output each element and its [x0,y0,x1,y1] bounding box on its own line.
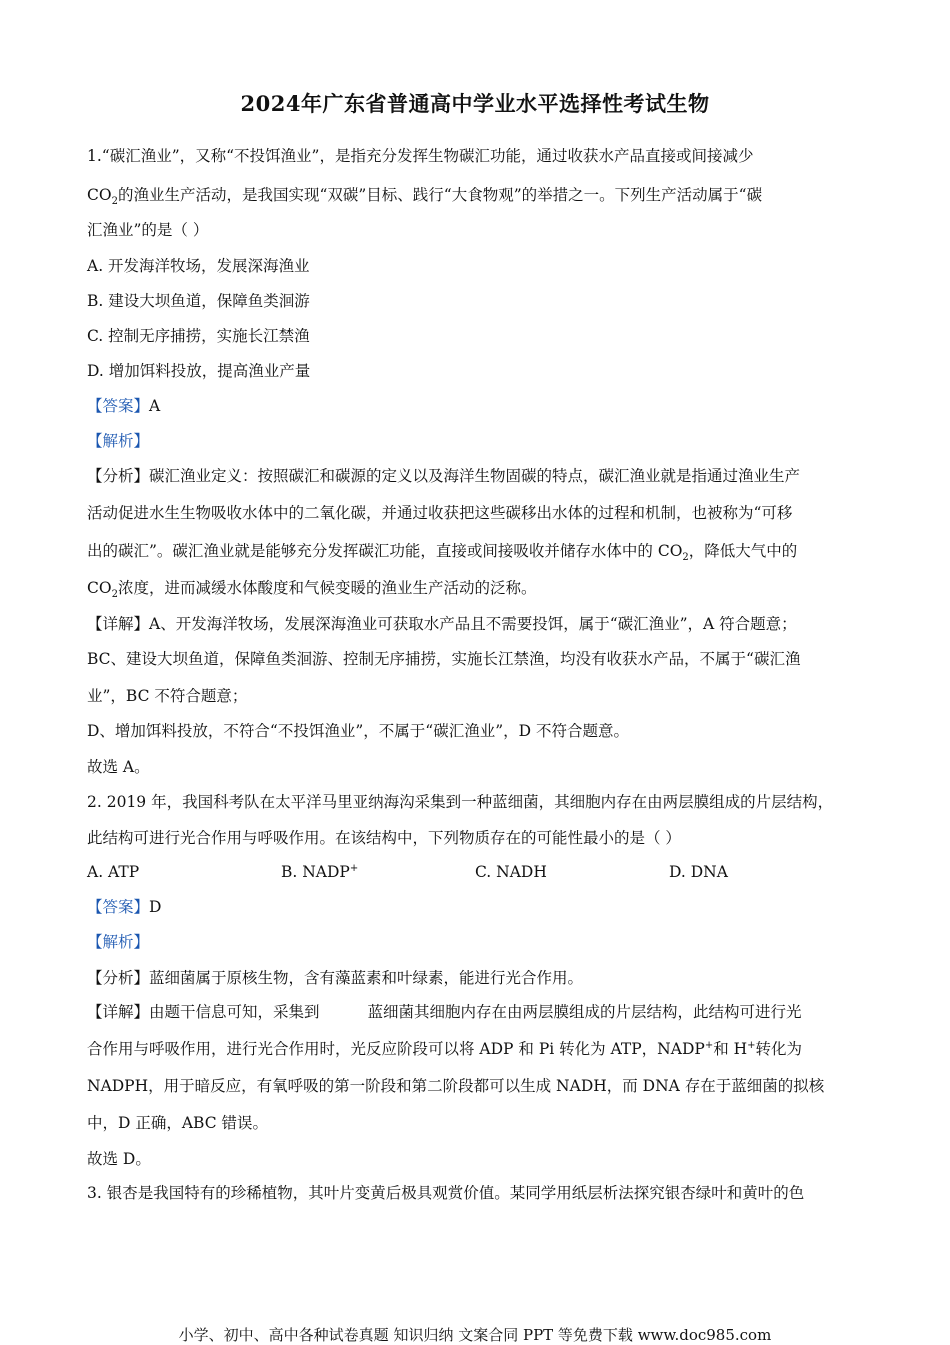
page-title: 2024年广东省普通高中学业水平选择性考试生物 [240,91,710,116]
q1-detail-line-4: D、增加饵料投放，不符合“不投饵渔业”，不属于“碳汇渔业”，D 不符合题意。 [87,722,629,740]
q2-analysis-line-1: 【分析】蓝细菌属于原核生物，含有藻蓝素和叶绿素，能进行光合作用。 [87,969,584,987]
q2-conclusion: 故选 D。 [87,1150,151,1168]
q1-answer: 【答案】A [87,397,161,415]
q2-stem-line-1: 2. 2019 年，我国科考队在太平洋马里亚纳海沟采集到一种蓝细菌，其细胞内存在由两层膜组成的片层结构， [87,793,834,811]
q1-detail-line-1: 【详解】A、开发海洋牧场，发展深海渔业可获取水产品且不需要投饵，属于“碳汇渔业”，A 符合题意； [87,615,797,633]
q1-detail-line-2: BC、建设大坝鱼道，保障鱼类洄游、控制无序捕捞，实施长江禁渔，均没有收获水产品，不属于“碳汇渔 [87,650,801,668]
q1-option-b: B. 建设大坝鱼道，保障鱼类洄游 [87,292,310,310]
q1-analysis-heading: 【解析】 [87,432,150,450]
q2-stem-line-2: 此结构可进行光合作用与呼吸作用。在该结构中，下列物质存在的可能性最小的是（ ） [87,829,681,847]
q1-conclusion: 故选 A。 [87,758,150,776]
q2-option-a: A. ATP [87,863,140,881]
page-footer: 小学、初中、高中各种试卷真题 知识归纳 文案合同 PPT 等免费下载 www.doc985.com [178,1326,772,1344]
q1-analysis-line-1: 【分析】碳汇渔业定义：按照碳汇和碳源的定义以及海洋生物固碳的特点，碳汇渔业就是指通过渔业生产 [87,467,801,485]
q2-answer: 【答案】D [87,898,162,916]
q1-stem-line-2: $CO_2$的渔业生产活动，是我国实现“双碳”目标、践行“大食物观”的举措之一。下列生产活动属于“碳 [87,186,763,208]
q2-detail-line-1: 【详解】由题干信息可知，采集到 蓝细菌其细胞内存在由两层膜组成的片层结构，此结构可进行光 [87,1003,802,1021]
q2-detail-line-3: NADPH，用于暗反应，有氧呼吸的第一阶段和第二阶段都可以生成 NADH，而 DNA 存在于蓝细菌的拟核 [87,1077,825,1095]
q1-stem-line-3: 汇渔业”的是（ ） [87,221,209,239]
q2-option-c: C. NADH [475,863,547,881]
q2-option-b: B. NADP+ [281,862,359,881]
q1-option-c: C. 控制无序捕捞，实施长江禁渔 [87,327,310,345]
q1-option-d: D. 增加饵料投放，提高渔业产量 [87,362,311,380]
q2-analysis-heading: 【解析】 [87,933,150,951]
q1-option-a: A. 开发海洋牧场，发展深海渔业 [87,257,310,275]
q2-option-d: D. DNA [669,863,728,881]
q1-analysis-line-3: 出的碳汇”。碳汇渔业就是能够充分发挥碳汇功能，直接或间接吸收并储存水体中的 $CO_2$，降低大气中的 [87,542,798,564]
q1-analysis-line-4: $CO_2$浓度，进而减缓水体酸度和气候变暖的渔业生产活动的泛称。 [87,579,537,601]
q3-stem-line-1: 3. 银杏是我国特有的珍稀植物，其叶片变黄后极具观赏价值。某同学用纸层析法探究银杏绿叶和黄叶的色 [87,1184,805,1202]
q1-detail-line-3: 业”，BC 不符合题意； [87,687,248,705]
q2-detail-line-4: 中，D 正确，ABC 错误。 [87,1114,269,1132]
q1-stem-line-1: 1.“碳汇渔业”，又称“不投饵渔业”，是指充分发挥生物碳汇功能，通过收获水产品直接或间接减少 [87,147,754,165]
q1-analysis-line-2: 活动促进水生生物吸收水体中的二氧化碳，并通过收获把这些碳移出水体的过程和机制，也被称为“可移 [87,504,793,522]
q2-detail-line-2: 合作用与呼吸作用，进行光合作用时，光反应阶段可以将 ADP 和 Pi 转化为 ATP，NADP+和 H+转化为 [87,1039,803,1058]
